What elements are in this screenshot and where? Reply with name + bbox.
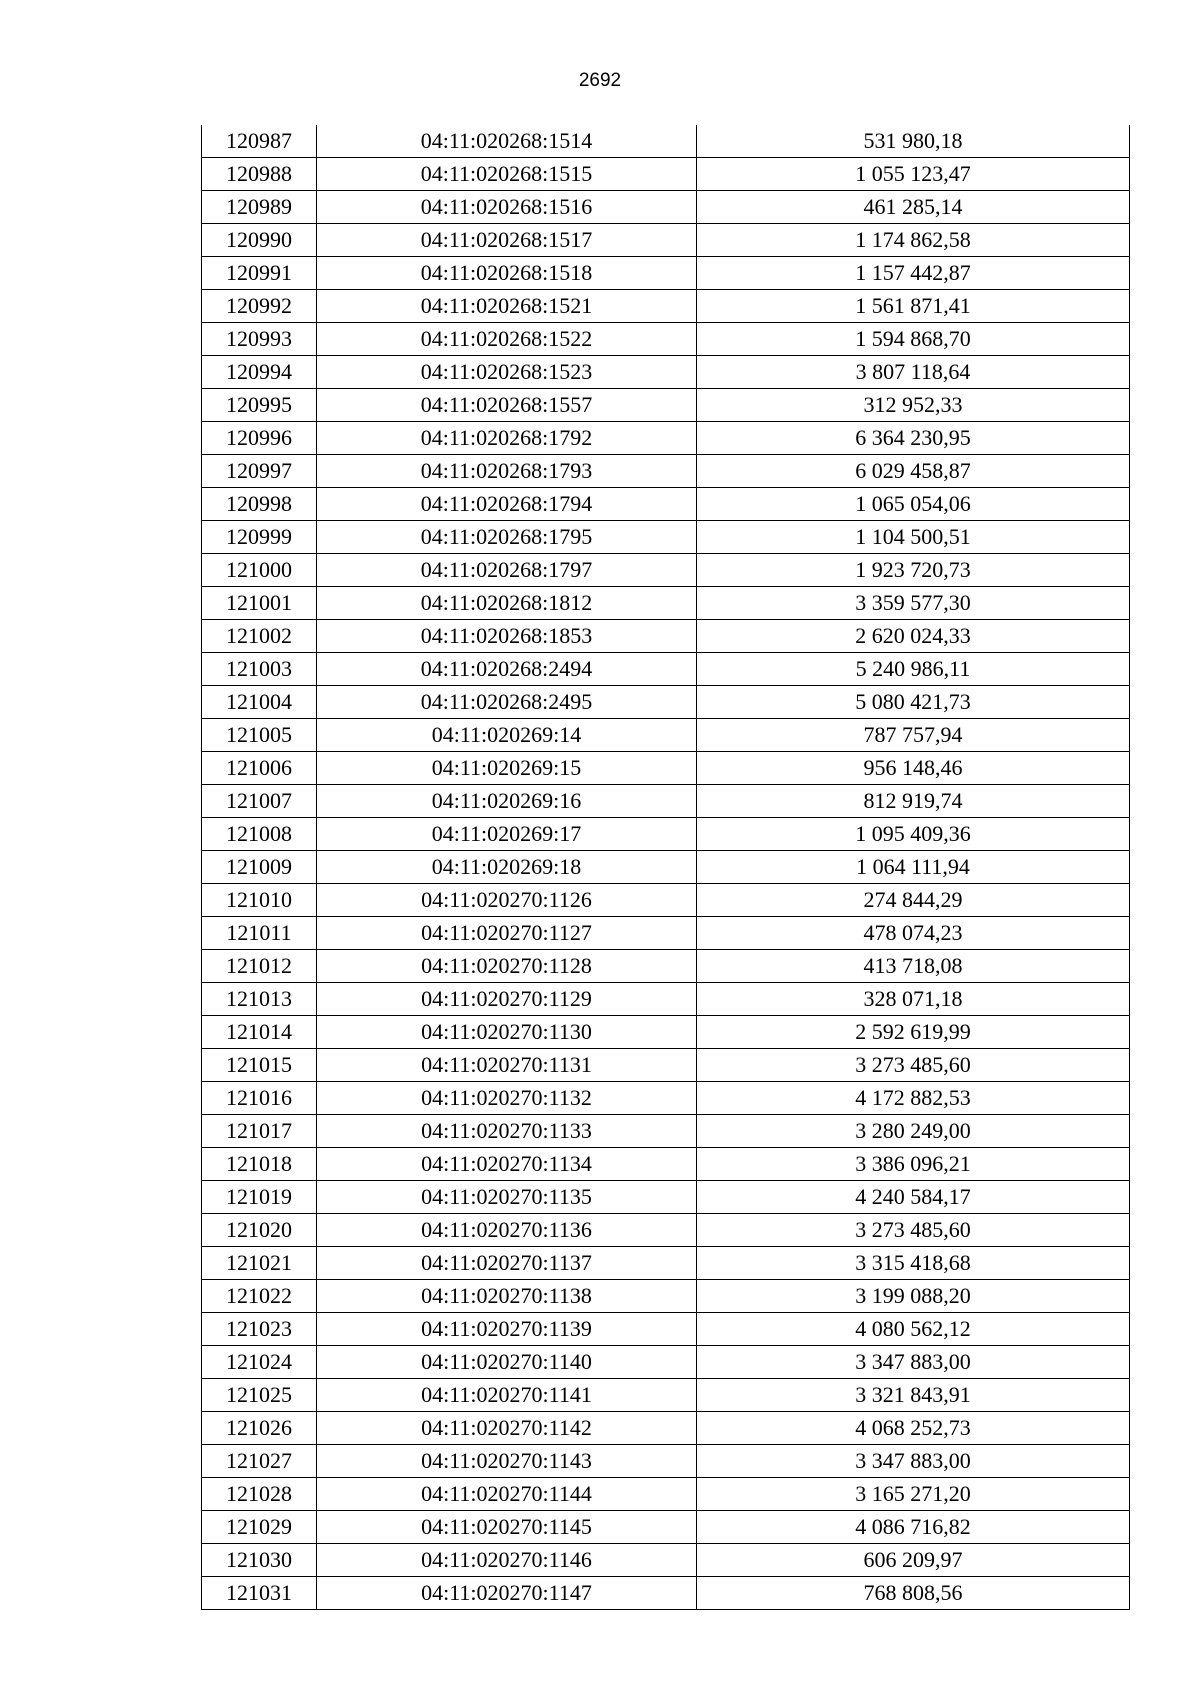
row-number-cell: 121026 bbox=[202, 1412, 317, 1445]
cadastral-value-cell: 478 074,23 bbox=[697, 917, 1130, 950]
cadastral-value-cell: 3 280 249,00 bbox=[697, 1115, 1130, 1148]
cadastral-value-cell: 1 561 871,41 bbox=[697, 290, 1130, 323]
cadastral-value-cell: 2 620 024,33 bbox=[697, 620, 1130, 653]
cadastral-number-cell: 04:11:020270:1130 bbox=[317, 1016, 697, 1049]
row-number-cell: 120988 bbox=[202, 158, 317, 191]
cadastral-value-cell: 1 174 862,58 bbox=[697, 224, 1130, 257]
cadastral-value-cell: 1 065 054,06 bbox=[697, 488, 1130, 521]
cadastral-value-cell: 461 285,14 bbox=[697, 191, 1130, 224]
table-row bbox=[202, 1577, 1130, 1610]
table-row bbox=[202, 719, 1130, 752]
row-number-cell: 121016 bbox=[202, 1082, 317, 1115]
cadastral-value-cell: 956 148,46 bbox=[697, 752, 1130, 785]
row-number-cell: 121023 bbox=[202, 1313, 317, 1346]
row-number-cell: 120997 bbox=[202, 455, 317, 488]
table-row bbox=[202, 1181, 1130, 1214]
cadastral-value-cell: 328 071,18 bbox=[697, 983, 1130, 1016]
cadastral-number-cell: 04:11:020270:1147 bbox=[317, 1577, 697, 1610]
cadastral-value-cell: 1 064 111,94 bbox=[697, 851, 1130, 884]
registry-table-body bbox=[202, 125, 1130, 1610]
row-number-cell: 121001 bbox=[202, 587, 317, 620]
row-number-cell: 120994 bbox=[202, 356, 317, 389]
row-number-cell: 121019 bbox=[202, 1181, 317, 1214]
table-row bbox=[202, 983, 1130, 1016]
cadastral-number-cell: 04:11:020270:1144 bbox=[317, 1478, 697, 1511]
row-number-cell: 121020 bbox=[202, 1214, 317, 1247]
cadastral-number-cell: 04:11:020268:1793 bbox=[317, 455, 697, 488]
table-row bbox=[202, 1412, 1130, 1445]
table-row bbox=[202, 158, 1130, 191]
cadastral-number-cell: 04:11:020269:17 bbox=[317, 818, 697, 851]
row-number-cell: 120990 bbox=[202, 224, 317, 257]
row-number-cell: 121027 bbox=[202, 1445, 317, 1478]
row-number-cell: 121008 bbox=[202, 818, 317, 851]
registry-table bbox=[201, 125, 1130, 1610]
table-row bbox=[202, 191, 1130, 224]
table-row bbox=[202, 1016, 1130, 1049]
cadastral-value-cell: 3 273 485,60 bbox=[697, 1049, 1130, 1082]
table-row bbox=[202, 356, 1130, 389]
cadastral-value-cell: 3 386 096,21 bbox=[697, 1148, 1130, 1181]
table-row bbox=[202, 1379, 1130, 1412]
table-row bbox=[202, 389, 1130, 422]
cadastral-value-cell: 1 157 442,87 bbox=[697, 257, 1130, 290]
cadastral-value-cell: 3 359 577,30 bbox=[697, 587, 1130, 620]
cadastral-number-cell: 04:11:020270:1142 bbox=[317, 1412, 697, 1445]
row-number-cell: 120995 bbox=[202, 389, 317, 422]
row-number-cell: 121014 bbox=[202, 1016, 317, 1049]
cadastral-value-cell: 787 757,94 bbox=[697, 719, 1130, 752]
table-row bbox=[202, 1049, 1130, 1082]
row-number-cell: 121007 bbox=[202, 785, 317, 818]
cadastral-value-cell: 3 347 883,00 bbox=[697, 1346, 1130, 1379]
cadastral-number-cell: 04:11:020268:1523 bbox=[317, 356, 697, 389]
cadastral-number-cell: 04:11:020268:1794 bbox=[317, 488, 697, 521]
row-number-cell: 120991 bbox=[202, 257, 317, 290]
row-number-cell: 121009 bbox=[202, 851, 317, 884]
row-number-cell: 120998 bbox=[202, 488, 317, 521]
row-number-cell: 120992 bbox=[202, 290, 317, 323]
cadastral-value-cell: 3 321 843,91 bbox=[697, 1379, 1130, 1412]
table-row bbox=[202, 554, 1130, 587]
row-number-cell: 121004 bbox=[202, 686, 317, 719]
row-number-cell: 121005 bbox=[202, 719, 317, 752]
table-row bbox=[202, 785, 1130, 818]
cadastral-number-cell: 04:11:020268:1517 bbox=[317, 224, 697, 257]
cadastral-number-cell: 04:11:020269:15 bbox=[317, 752, 697, 785]
row-number-cell: 121024 bbox=[202, 1346, 317, 1379]
cadastral-number-cell: 04:11:020270:1128 bbox=[317, 950, 697, 983]
row-number-cell: 121029 bbox=[202, 1511, 317, 1544]
cadastral-value-cell: 3 199 088,20 bbox=[697, 1280, 1130, 1313]
table-row bbox=[202, 818, 1130, 851]
table-row bbox=[202, 1478, 1130, 1511]
cadastral-value-cell: 6 029 458,87 bbox=[697, 455, 1130, 488]
table-row bbox=[202, 290, 1130, 323]
cadastral-number-cell: 04:11:020268:1521 bbox=[317, 290, 697, 323]
cadastral-value-cell: 3 273 485,60 bbox=[697, 1214, 1130, 1247]
table-row bbox=[202, 422, 1130, 455]
row-number-cell: 120993 bbox=[202, 323, 317, 356]
cadastral-number-cell: 04:11:020270:1145 bbox=[317, 1511, 697, 1544]
cadastral-number-cell: 04:11:020268:1795 bbox=[317, 521, 697, 554]
table-row bbox=[202, 1148, 1130, 1181]
row-number-cell: 121015 bbox=[202, 1049, 317, 1082]
cadastral-number-cell: 04:11:020268:1518 bbox=[317, 257, 697, 290]
row-number-cell: 120987 bbox=[202, 125, 317, 158]
cadastral-value-cell: 4 240 584,17 bbox=[697, 1181, 1130, 1214]
cadastral-value-cell: 4 172 882,53 bbox=[697, 1082, 1130, 1115]
cadastral-number-cell: 04:11:020268:1797 bbox=[317, 554, 697, 587]
cadastral-number-cell: 04:11:020268:1853 bbox=[317, 620, 697, 653]
table-row bbox=[202, 1313, 1130, 1346]
cadastral-number-cell: 04:11:020270:1131 bbox=[317, 1049, 697, 1082]
cadastral-value-cell: 4 086 716,82 bbox=[697, 1511, 1130, 1544]
cadastral-number-cell: 04:11:020270:1135 bbox=[317, 1181, 697, 1214]
cadastral-value-cell: 6 364 230,95 bbox=[697, 422, 1130, 455]
row-number-cell: 121000 bbox=[202, 554, 317, 587]
table-row bbox=[202, 620, 1130, 653]
row-number-cell: 121011 bbox=[202, 917, 317, 950]
cadastral-value-cell: 5 240 986,11 bbox=[697, 653, 1130, 686]
table-row bbox=[202, 1115, 1130, 1148]
cadastral-value-cell: 413 718,08 bbox=[697, 950, 1130, 983]
cadastral-number-cell: 04:11:020268:2494 bbox=[317, 653, 697, 686]
cadastral-number-cell: 04:11:020270:1132 bbox=[317, 1082, 697, 1115]
cadastral-number-cell: 04:11:020270:1138 bbox=[317, 1280, 697, 1313]
table-row bbox=[202, 851, 1130, 884]
cadastral-number-cell: 04:11:020268:1812 bbox=[317, 587, 697, 620]
cadastral-number-cell: 04:11:020270:1137 bbox=[317, 1247, 697, 1280]
cadastral-number-cell: 04:11:020270:1143 bbox=[317, 1445, 697, 1478]
row-number-cell: 121030 bbox=[202, 1544, 317, 1577]
cadastral-number-cell: 04:11:020268:1515 bbox=[317, 158, 697, 191]
cadastral-number-cell: 04:11:020270:1127 bbox=[317, 917, 697, 950]
cadastral-value-cell: 1 055 123,47 bbox=[697, 158, 1130, 191]
cadastral-number-cell: 04:11:020268:1516 bbox=[317, 191, 697, 224]
table-row bbox=[202, 455, 1130, 488]
table-row bbox=[202, 521, 1130, 554]
table-row bbox=[202, 1280, 1130, 1313]
row-number-cell: 120989 bbox=[202, 191, 317, 224]
cadastral-number-cell: 04:11:020268:1522 bbox=[317, 323, 697, 356]
cadastral-value-cell: 5 080 421,73 bbox=[697, 686, 1130, 719]
table-row bbox=[202, 587, 1130, 620]
table-row bbox=[202, 752, 1130, 785]
row-number-cell: 121013 bbox=[202, 983, 317, 1016]
cadastral-number-cell: 04:11:020270:1134 bbox=[317, 1148, 697, 1181]
table-row bbox=[202, 224, 1130, 257]
cadastral-value-cell: 812 919,74 bbox=[697, 785, 1130, 818]
cadastral-value-cell: 1 923 720,73 bbox=[697, 554, 1130, 587]
cadastral-number-cell: 04:11:020270:1129 bbox=[317, 983, 697, 1016]
row-number-cell: 120999 bbox=[202, 521, 317, 554]
cadastral-value-cell: 2 592 619,99 bbox=[697, 1016, 1130, 1049]
cadastral-value-cell: 4 068 252,73 bbox=[697, 1412, 1130, 1445]
table-row bbox=[202, 1511, 1130, 1544]
row-number-cell: 121025 bbox=[202, 1379, 317, 1412]
table-row bbox=[202, 1247, 1130, 1280]
cadastral-number-cell: 04:11:020268:1792 bbox=[317, 422, 697, 455]
cadastral-number-cell: 04:11:020268:2495 bbox=[317, 686, 697, 719]
row-number-cell: 121003 bbox=[202, 653, 317, 686]
cadastral-number-cell: 04:11:020270:1136 bbox=[317, 1214, 697, 1247]
cadastral-value-cell: 3 807 118,64 bbox=[697, 356, 1130, 389]
row-number-cell: 121028 bbox=[202, 1478, 317, 1511]
row-number-cell: 121022 bbox=[202, 1280, 317, 1313]
cadastral-value-cell: 312 952,33 bbox=[697, 389, 1130, 422]
cadastral-number-cell: 04:11:020270:1126 bbox=[317, 884, 697, 917]
cadastral-value-cell: 1 104 500,51 bbox=[697, 521, 1130, 554]
cadastral-number-cell: 04:11:020270:1141 bbox=[317, 1379, 697, 1412]
table-row bbox=[202, 1445, 1130, 1478]
row-number-cell: 121021 bbox=[202, 1247, 317, 1280]
cadastral-number-cell: 04:11:020268:1514 bbox=[317, 125, 697, 158]
row-number-cell: 121012 bbox=[202, 950, 317, 983]
cadastral-number-cell: 04:11:020270:1146 bbox=[317, 1544, 697, 1577]
row-number-cell: 121031 bbox=[202, 1577, 317, 1610]
table-row bbox=[202, 323, 1130, 356]
table-row bbox=[202, 1082, 1130, 1115]
table-row bbox=[202, 686, 1130, 719]
row-number-cell: 121017 bbox=[202, 1115, 317, 1148]
table-row bbox=[202, 257, 1130, 290]
cadastral-number-cell: 04:11:020268:1557 bbox=[317, 389, 697, 422]
cadastral-value-cell: 3 315 418,68 bbox=[697, 1247, 1130, 1280]
cadastral-value-cell: 768 808,56 bbox=[697, 1577, 1130, 1610]
cadastral-value-cell: 3 347 883,00 bbox=[697, 1445, 1130, 1478]
cadastral-number-cell: 04:11:020270:1133 bbox=[317, 1115, 697, 1148]
table-row bbox=[202, 653, 1130, 686]
table-row bbox=[202, 1544, 1130, 1577]
row-number-cell: 121006 bbox=[202, 752, 317, 785]
cadastral-number-cell: 04:11:020269:16 bbox=[317, 785, 697, 818]
row-number-cell: 121018 bbox=[202, 1148, 317, 1181]
cadastral-number-cell: 04:11:020269:18 bbox=[317, 851, 697, 884]
page-number: 2692 bbox=[578, 70, 622, 91]
cadastral-number-cell: 04:11:020270:1139 bbox=[317, 1313, 697, 1346]
cadastral-value-cell: 274 844,29 bbox=[697, 884, 1130, 917]
row-number-cell: 120996 bbox=[202, 422, 317, 455]
cadastral-value-cell: 606 209,97 bbox=[697, 1544, 1130, 1577]
cadastral-value-cell: 1 594 868,70 bbox=[697, 323, 1130, 356]
table-row bbox=[202, 1346, 1130, 1379]
cadastral-value-cell: 531 980,18 bbox=[697, 125, 1130, 158]
row-number-cell: 121010 bbox=[202, 884, 317, 917]
table-row bbox=[202, 1214, 1130, 1247]
cadastral-value-cell: 1 095 409,36 bbox=[697, 818, 1130, 851]
cadastral-value-cell: 3 165 271,20 bbox=[697, 1478, 1130, 1511]
cadastral-number-cell: 04:11:020270:1140 bbox=[317, 1346, 697, 1379]
table-row bbox=[202, 884, 1130, 917]
table-row bbox=[202, 950, 1130, 983]
table-row bbox=[202, 917, 1130, 950]
table-row bbox=[202, 488, 1130, 521]
table-row bbox=[202, 125, 1130, 158]
cadastral-number-cell: 04:11:020269:14 bbox=[317, 719, 697, 752]
cadastral-value-cell: 4 080 562,12 bbox=[697, 1313, 1130, 1346]
row-number-cell: 121002 bbox=[202, 620, 317, 653]
